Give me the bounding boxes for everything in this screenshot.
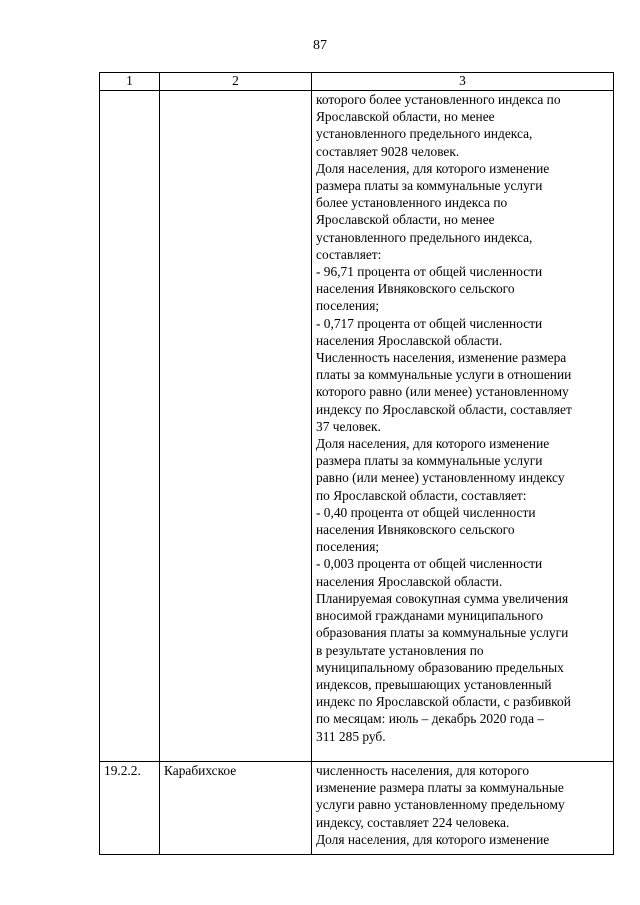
row-number-cell: 19.2.2. — [100, 762, 160, 855]
table-row — [100, 762, 614, 855]
header-cell-col3: 3 — [312, 73, 614, 91]
header-cell-col2: 2 — [160, 73, 312, 91]
settlement-name-cell: Карабихское — [160, 762, 312, 855]
page-number: 87 — [313, 38, 327, 53]
description-cell: численность населения, для которого изменение размера платы за коммунальные услуги равно установленному предельному индексу, составляет 224 человека. Доля населения, для которого изменение — [312, 762, 614, 855]
document-table — [99, 72, 614, 855]
table-row — [100, 91, 614, 762]
header-cell-col1: 1 — [100, 73, 160, 91]
row-number-cell — [100, 91, 160, 762]
table-header-row — [100, 73, 614, 91]
settlement-name-cell — [160, 91, 312, 762]
description-cell: которого более установленного индекса по Ярославской области, но менее установленного предельного индекса, составляет 9028 человек. Доля населения, для которого изменение размера платы за коммунальные услуги более установленного индекса по Ярославской области, но менее установленного предельного индекса, составляет: - 96,71 процента от общей численности населения Ивняковского сельского поселения; - 0,717 процента от общей численности населения Ярославской области. Численность населения, изменение размера платы за коммунальные услуги в отношении которого равно (или менее) установленному индексу по Ярославской области, составляет 37 человек. Доля населения, для которого изменение размера платы за коммунальные услуги равно (или менее) установленному индексу по Ярославской области, составляет: - 0,40 процента от общей численности населения Ивняковского сельского поселения; - 0,003 процента от общей численности населения Ярославской области. Планируемая совокупная сумма увеличения вносимой гражданами муниципального образования платы за коммунальные услуги в результате установления по муниципальному образованию предельных индексов, превышающих установленный индекс по Ярославской области, с разбивкой по месяцам: июль – декабрь 2020 года – 311 285 руб. — [312, 91, 614, 762]
